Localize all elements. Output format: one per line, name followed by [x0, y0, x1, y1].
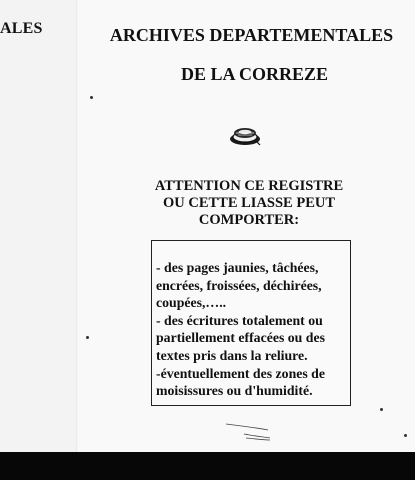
archive-subtitle: DE LA CORREZE	[180, 64, 329, 84]
scan-speck	[404, 434, 407, 437]
notice-item	[156, 365, 325, 400]
notice-line: encrées, froissées, déchirées,	[156, 277, 322, 293]
notice-line: moisissures ou d'humidité.	[156, 383, 313, 399]
scan-mark	[224, 420, 274, 442]
notice-item	[156, 312, 325, 365]
notice-line: coupées,…..	[156, 295, 227, 311]
archive-seal-icon	[228, 124, 264, 148]
warning-line: OU CETTE LIASSE PEUT	[162, 195, 336, 211]
notice-line: partiellement effacées ou des	[156, 330, 325, 346]
scan-speck	[380, 408, 383, 411]
notice-line: - des écritures totalement ou	[156, 312, 323, 328]
warning-line: ATTENTION CE REGISTRE	[154, 178, 344, 194]
notice-item	[156, 259, 325, 312]
scan-bottom-border	[0, 452, 415, 480]
notice-box	[151, 240, 351, 406]
previous-sheet-text: ALES	[0, 20, 43, 37]
scan-speck	[90, 96, 93, 99]
notice-line: -éventuellement des zones de	[156, 365, 325, 381]
notice-list	[156, 259, 325, 400]
notice-line: - des pages jaunies, tâchées,	[156, 260, 319, 275]
warning-line: COMPORTER:	[198, 212, 300, 228]
archive-title: ARCHIVES DEPARTEMENTALES	[109, 25, 394, 45]
notice-sheet	[78, 0, 415, 452]
notice-line: textes pris dans la reliure.	[156, 347, 308, 363]
scan-speck	[86, 336, 89, 339]
previous-sheet	[0, 0, 78, 452]
warning-heading	[138, 178, 360, 229]
